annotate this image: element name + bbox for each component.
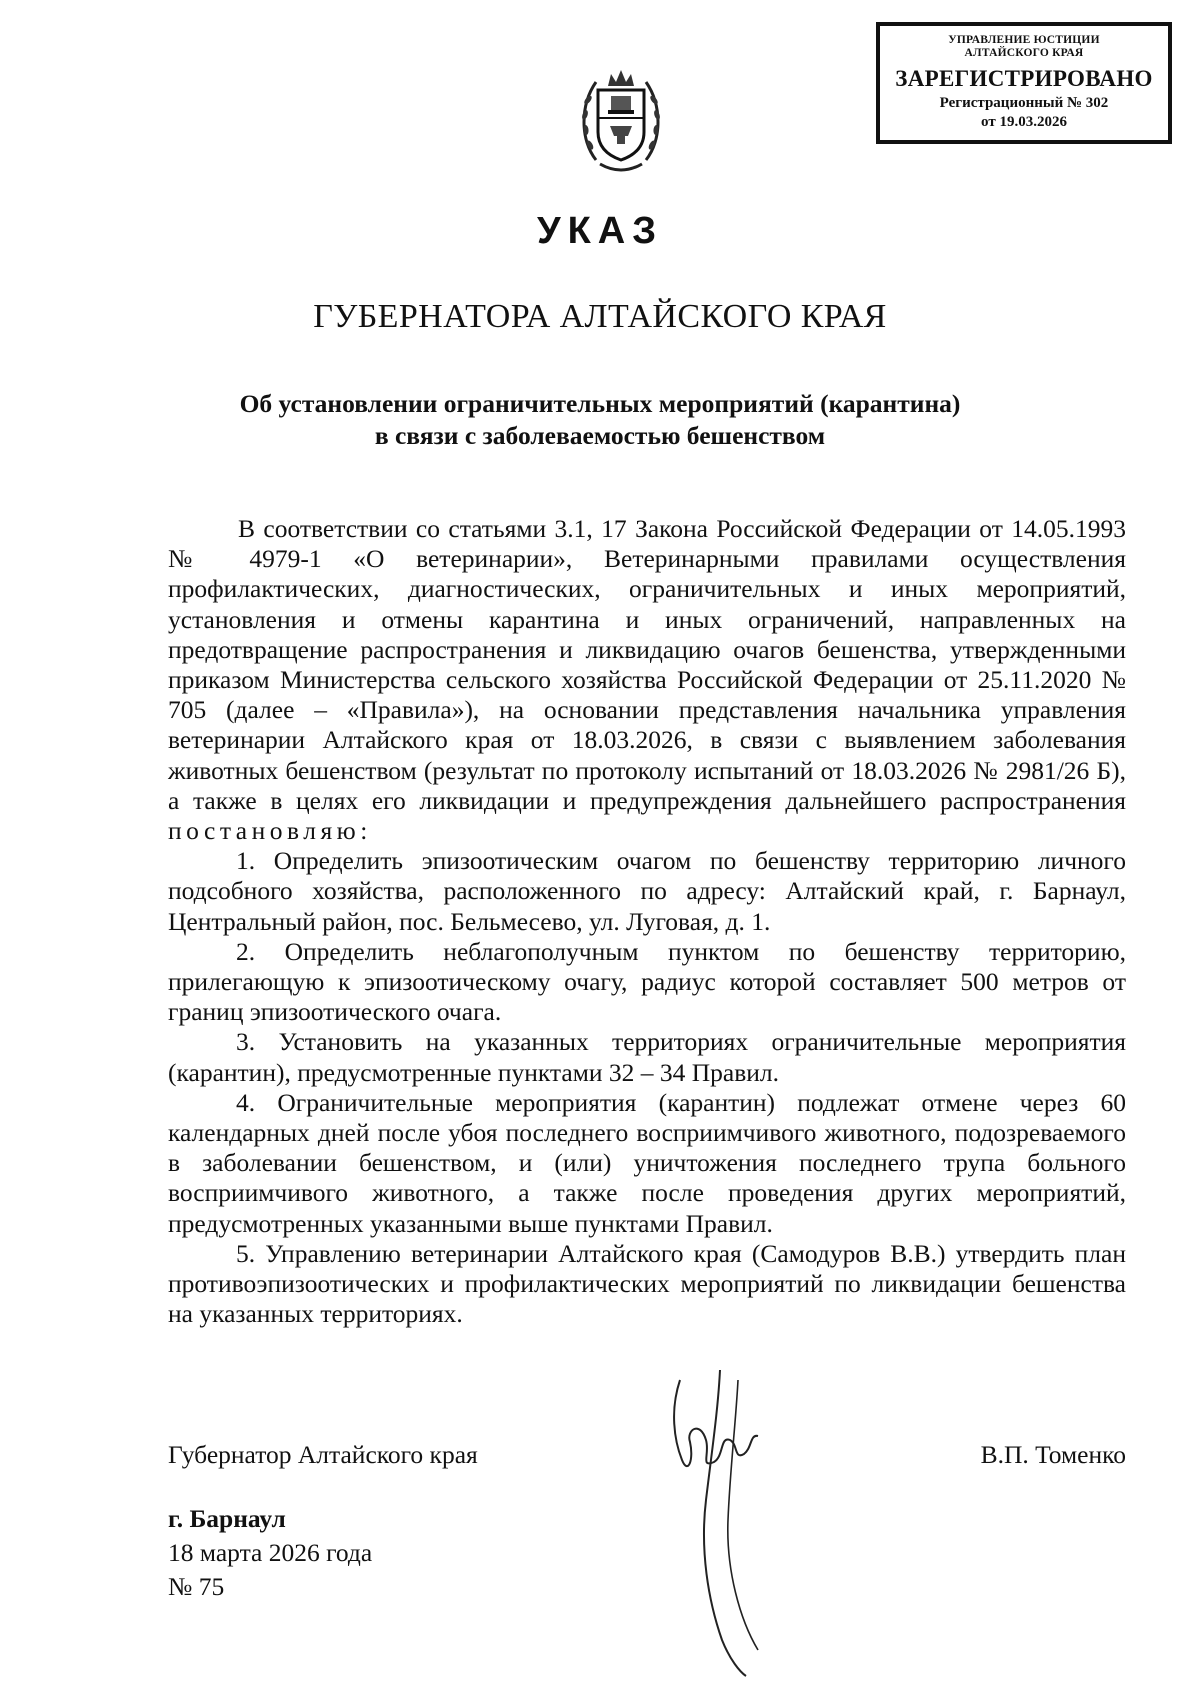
stamp-org-line1: УПРАВЛЕНИЕ ЮСТИЦИИ: [948, 34, 1100, 46]
document-type: УКАЗ: [536, 210, 664, 252]
item-2: 2. Определить неблагополучным пунктом по бешенству территорию, прилегающую к эпизоотическому очагу, радиус которой составляет 500 метров от границ эпизоотического очага.: [168, 936, 1126, 1027]
stamp-org-line2: АЛТАЙСКОГО КРАЯ: [964, 47, 1084, 59]
item-3: 3. Установить на указанных территориях ограничительные мероприятия (карантин), предусмотренные пунктами 32 – 34 Правил.: [168, 1027, 1126, 1087]
decree-word: постановляю:: [168, 816, 372, 846]
item-5: 5. Управлению ветеринарии Алтайского края (Самодуров В.В.) утвердить план противоэпизоотических и профилактических мероприятий по ликвидации бешенства на указанных территориях.: [168, 1238, 1126, 1329]
stamp-reg-date: от 19.03.2026: [981, 114, 1067, 130]
stamp-status: ЗАРЕГИСТРИРОВАНО: [895, 66, 1153, 91]
footer-date: 18 марта 2026 года: [168, 1538, 373, 1567]
heading-line-2: в связи с заболеваемостью бешенством: [374, 421, 826, 450]
signatory-position: Губернатор Алтайского края: [168, 1440, 478, 1469]
item-4: 4. Ограничительные мероприятия (карантин) подлежат отмене через 60 календарных дней после убоя последнего восприимчивого животного, подозреваемого в заболевании бешенством, и (или) уничтожения последнего трупа больного восприимчивого животного, а также после проведения других мероприятий, предусмотренных указанными выше пунктами Правил.: [168, 1087, 1126, 1238]
item-1: 1. Определить эпизоотическим очагом по бешенству территорию личного подсобного хозяйства, расположенного по адресу: Алтайский край, г. Барнаул, Центральный район, пос. Бельмесево, ул. Луговая, д. 1.: [168, 846, 1126, 936]
document-issuer: ГУБЕРНАТОРА АЛТАЙСКОГО КРАЯ: [313, 298, 887, 335]
coat-of-arms-icon: [578, 60, 664, 178]
footer-number: № 75: [168, 1572, 225, 1601]
registration-stamp: [876, 22, 1172, 144]
footer-city: г. Барнаул: [168, 1504, 286, 1533]
document-body: [168, 514, 1126, 1329]
preamble-text: В соответствии со статьями 3.1, 17 Закона Российской Федерации от 14.05.1993 № 4979-1 «О ветеринарии», Ветеринарными правилами осуществления профилактических, диагностических, ограничительных и иных мероприятий, установления и отмены карантина и иных ограничений, направленных на предотвращение распространения и ликвидацию очагов бешенства, утвержденными приказом Министерства сельского хозяйства Российской Федерации от 25.11.2020 № 705 (далее – «Правила»), на основании представления начальника управления ветеринарии Алтайского края от 18.03.2026, в связи с выявлением заболевания животных бешенством (результат по протоколу испытаний от 18.03.2026 № 2981/26 Б), а также в целях его ликвидации и предупреждения дальнейшего распространения: [168, 514, 1126, 815]
stamp-reg-number: Регистрационный № 302: [939, 95, 1109, 111]
document-heading: [0, 388, 1200, 452]
signatory-name: В.П. Томенко: [980, 1440, 1126, 1469]
handwritten-signature: [660, 1350, 800, 1680]
footer-block: [168, 1502, 372, 1604]
preamble: [168, 514, 1126, 846]
heading-line-1: Об установлении ограничительных мероприятий (карантина): [239, 389, 961, 418]
